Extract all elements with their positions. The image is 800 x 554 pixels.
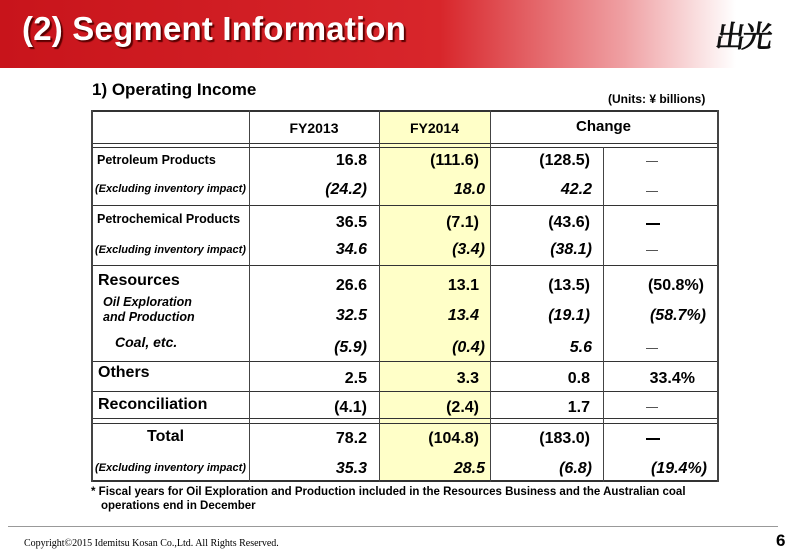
- cell-fy2014: (104.8): [428, 430, 479, 447]
- cell-fy2014: (2.4): [446, 399, 479, 416]
- cell-change: (38.1): [550, 241, 592, 258]
- row-label: (Excluding inventory impact): [95, 462, 246, 474]
- row-label: Reconciliation: [98, 396, 208, 413]
- cell-fy2013: 36.5: [335, 214, 367, 231]
- row-label: Total: [147, 428, 185, 445]
- dash-mark: [646, 438, 660, 440]
- cell-fy2013: 16.8: [335, 152, 367, 169]
- row-divider: [91, 418, 719, 419]
- row-label: Others: [98, 364, 150, 381]
- cell-change: (128.5): [539, 152, 590, 169]
- row-label: [103, 295, 195, 325]
- cell-fy2014: (111.6): [430, 152, 479, 169]
- cell-fy2014: (3.4): [452, 241, 485, 258]
- row-divider-double: [91, 423, 719, 424]
- header-fy2014: FY2014: [409, 120, 460, 136]
- row-label: Coal, etc.: [115, 334, 178, 350]
- units-note: (Units: ¥ billions): [608, 92, 706, 106]
- cell-fy2013: 26.6: [335, 277, 367, 294]
- header-divider: [91, 143, 719, 144]
- dash-mark: [646, 250, 658, 251]
- cell-change: (183.0): [539, 430, 590, 447]
- slide-title: (2) Segment Information: [22, 10, 407, 47]
- dash-mark: [646, 191, 658, 192]
- row-label: Resources: [98, 272, 180, 289]
- cell-fy2014: 13.4: [447, 307, 479, 324]
- table-border-top: [91, 110, 719, 112]
- cell-change: 0.8: [567, 370, 590, 387]
- cell-fy2014: 28.5: [453, 460, 485, 477]
- footer-divider: [8, 526, 778, 527]
- cell-change: 1.7: [567, 399, 590, 416]
- cell-fy2014: 3.3: [456, 370, 479, 387]
- row-label-line1: Oil Exploration: [103, 295, 192, 309]
- cell-fy2013: (24.2): [325, 181, 367, 198]
- header-divider-double: [91, 147, 719, 148]
- operating-income-table: [91, 110, 719, 482]
- cell-fy2014: 13.1: [447, 277, 479, 294]
- footnote-line2: operations end in December: [101, 500, 256, 512]
- cell-fy2014: 18.0: [453, 181, 485, 198]
- header-fy2013: FY2013: [289, 120, 339, 136]
- row-label: (Excluding inventory impact): [95, 183, 246, 195]
- cell-fy2013: 2.5: [344, 370, 367, 387]
- footnote-line1: * Fiscal years for Oil Exploration and Production included in the Resources Business and the Australian coal: [91, 486, 686, 498]
- cell-change-pct: 33.4%: [649, 370, 695, 387]
- dash-mark: [646, 348, 658, 349]
- table-border-right: [717, 110, 719, 482]
- cell-change: (6.8): [559, 460, 592, 477]
- footnote: [91, 485, 751, 513]
- row-divider: [91, 265, 719, 266]
- dash-mark: [646, 223, 660, 225]
- cell-fy2013: 32.5: [335, 307, 367, 324]
- row-label-line2: and Production: [103, 310, 195, 324]
- table-border-bottom: [91, 480, 719, 482]
- table-border-left: [91, 110, 93, 482]
- row-label: (Excluding inventory impact): [95, 244, 246, 256]
- section-subtitle: 1) Operating Income: [92, 80, 257, 99]
- dash-mark: [646, 407, 658, 408]
- company-logo: 出光: [713, 20, 772, 55]
- cell-change: (13.5): [548, 277, 590, 294]
- cell-fy2013: (5.9): [334, 339, 367, 356]
- copyright-text: Copyright©2015 Idemitsu Kosan Co.,Ltd. All Rights Reserved.: [24, 538, 279, 549]
- cell-fy2013: 35.3: [335, 460, 367, 477]
- dash-mark: [646, 161, 658, 162]
- cell-change-pct: (50.8%): [647, 277, 704, 294]
- cell-fy2013: 34.6: [335, 241, 367, 258]
- cell-change: (19.1): [548, 307, 590, 324]
- cell-fy2014: (0.4): [452, 339, 485, 356]
- row-divider: [91, 361, 719, 362]
- row-label: Petrochemical Products: [97, 212, 241, 226]
- page-number: 6: [776, 531, 786, 550]
- cell-change-pct: (58.7%): [649, 307, 706, 324]
- cell-change: 5.6: [569, 339, 592, 356]
- cell-change: 42.2: [560, 181, 592, 198]
- cell-fy2014: (7.1): [446, 214, 479, 231]
- row-label: Petroleum Products: [97, 153, 216, 167]
- cell-change: (43.6): [548, 214, 590, 231]
- cell-change-pct: (19.4%): [650, 460, 707, 477]
- row-divider: [91, 205, 719, 206]
- cell-fy2013: 78.2: [335, 430, 367, 447]
- header-change: Change: [575, 118, 631, 135]
- cell-fy2013: (4.1): [334, 399, 367, 416]
- row-divider: [91, 391, 719, 392]
